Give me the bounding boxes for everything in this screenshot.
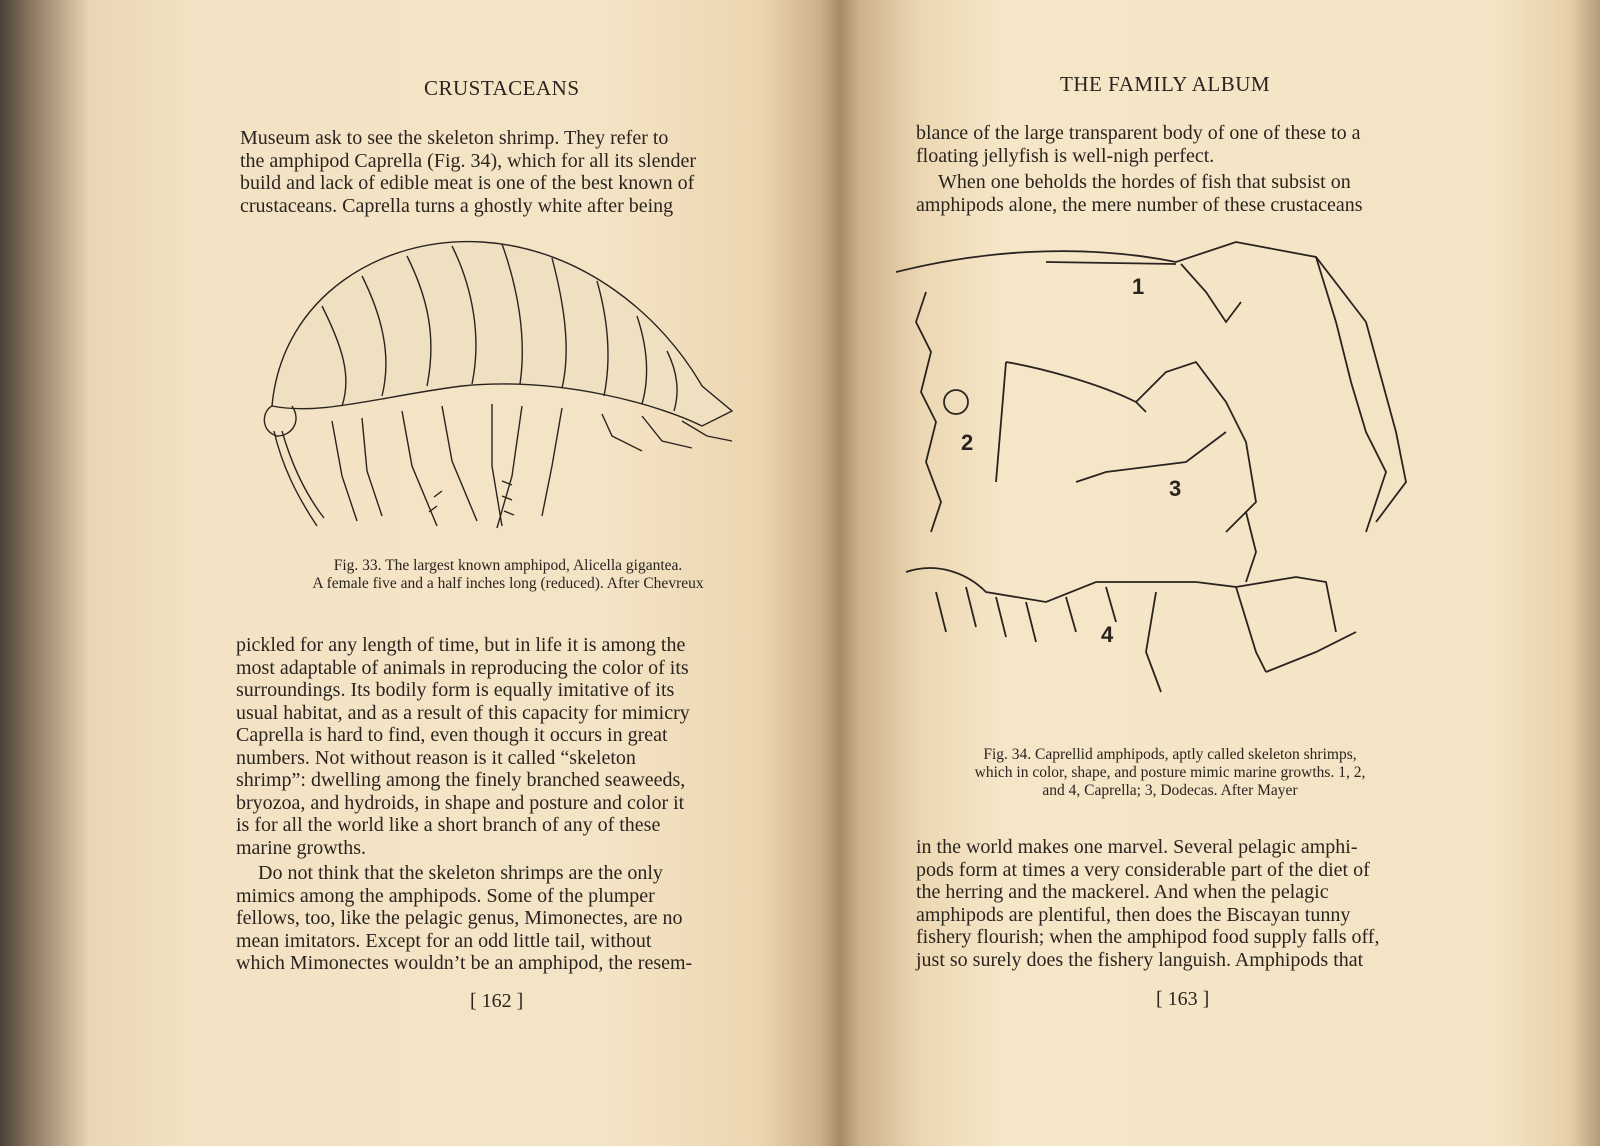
- text-line: just so surely does the fishery languish. Amphipods that: [916, 948, 1364, 971]
- figure-caption: [270, 557, 746, 593]
- caption-line: which in color, shape, and posture mimic marine growths. 1, 2,: [974, 764, 1366, 781]
- text-line: Do not think that the skeleton shrimps are the only: [258, 862, 663, 884]
- alicella-gigantea-drawing: [262, 236, 756, 544]
- text-line: bryozoa, and hydroids, in shape and posture and color it: [236, 791, 685, 814]
- figure-label-2: 2: [961, 430, 974, 455]
- text-line: marine growths.: [236, 836, 366, 859]
- figure-caption: [920, 746, 1420, 800]
- caption-line: A female five and a half inches long (reduced). After Chevreux: [312, 575, 704, 592]
- text-line: blance of the large transparent body of one of these to a: [916, 122, 1361, 144]
- page-number: [ 162 ]: [470, 990, 524, 1012]
- paragraph: [916, 836, 1442, 971]
- text-line: build and lack of edible meat is one of the best known of: [240, 172, 695, 194]
- caprellid-illustration: [896, 232, 1436, 732]
- text-line: Museum ask to see the skeleton shrimp. They refer to: [240, 127, 669, 149]
- text-line: shrimp”: dwelling among the finely branched seaweeds,: [236, 769, 686, 791]
- text-line: Caprella is hard to find, even though it occurs in great: [236, 724, 668, 746]
- text-line: surroundings. Its bodily form is equally imitative of its: [236, 679, 675, 701]
- text-line: the herring and the mackerel. And when the pelagic: [916, 881, 1329, 903]
- running-head: CRUSTACEANS: [424, 76, 580, 100]
- caption-line: Fig. 33. The largest known amphipod, Alicella gigantea.: [333, 557, 683, 574]
- running-head: THE FAMILY ALBUM: [1060, 72, 1271, 96]
- figure-label-1: 1: [1132, 274, 1145, 299]
- text-line: is for all the world like a short branch of any of these: [236, 814, 661, 836]
- text-line: pickled for any length of time, but in life it is among the: [236, 634, 686, 656]
- caption-line: and 4, Caprella; 3, Dodecas. After Mayer: [1042, 782, 1298, 799]
- text-line: in the world makes one marvel. Several pelagic amphi-: [916, 836, 1358, 858]
- text-line: amphipods alone, the mere number of these crustaceans: [916, 193, 1363, 216]
- text-line: fellows, too, like the pelagic genus, Mimonectes, are no: [236, 907, 683, 929]
- page-number: [ 163 ]: [1156, 988, 1210, 1010]
- paragraph: [236, 862, 764, 975]
- text-line: crustaceans. Caprella turns a ghostly white after being: [240, 194, 674, 217]
- figure-label-3: 3: [1169, 476, 1182, 501]
- paragraph: [916, 171, 1442, 216]
- figure-label-4: 4: [1101, 622, 1114, 647]
- text-line: which Mimonectes wouldn’t be an amphipod, the resem-: [236, 952, 693, 974]
- paragraph: [240, 127, 768, 217]
- text-line: the amphipod Caprella (Fig. 34), which for all its slender: [240, 149, 697, 172]
- text-line: pods form at times a very considerable part of the diet of: [916, 858, 1370, 881]
- text-line: mimics among the amphipods. Some of the plumper: [236, 884, 655, 907]
- text-line: mean imitators. Except for an odd little tail, without: [236, 929, 652, 952]
- text-line: amphipods are plentiful, then does the Biscayan tunny: [916, 903, 1351, 926]
- right-page: [840, 0, 1600, 1146]
- text-line: floating jellyfish is well-nigh perfect.: [916, 144, 1215, 167]
- caption-line: Fig. 34. Caprellid amphipods, aptly called skeleton shrimps,: [983, 746, 1357, 763]
- text-line: most adaptable of animals in reproducing the color of its: [236, 656, 689, 679]
- paragraph: [916, 122, 1442, 167]
- text-line: usual habitat, and as a result of this capacity for mimicry: [236, 701, 690, 724]
- amphipod-illustration: [262, 236, 756, 544]
- paragraph: [236, 634, 764, 859]
- skeleton-shrimps-drawing: [896, 232, 1436, 732]
- text-line: fishery flourish; when the amphipod food supply falls off,: [916, 926, 1380, 948]
- text-line: numbers. Not without reason is it called “skeleton: [236, 746, 636, 769]
- text-line: When one beholds the hordes of fish that subsist on: [938, 171, 1351, 193]
